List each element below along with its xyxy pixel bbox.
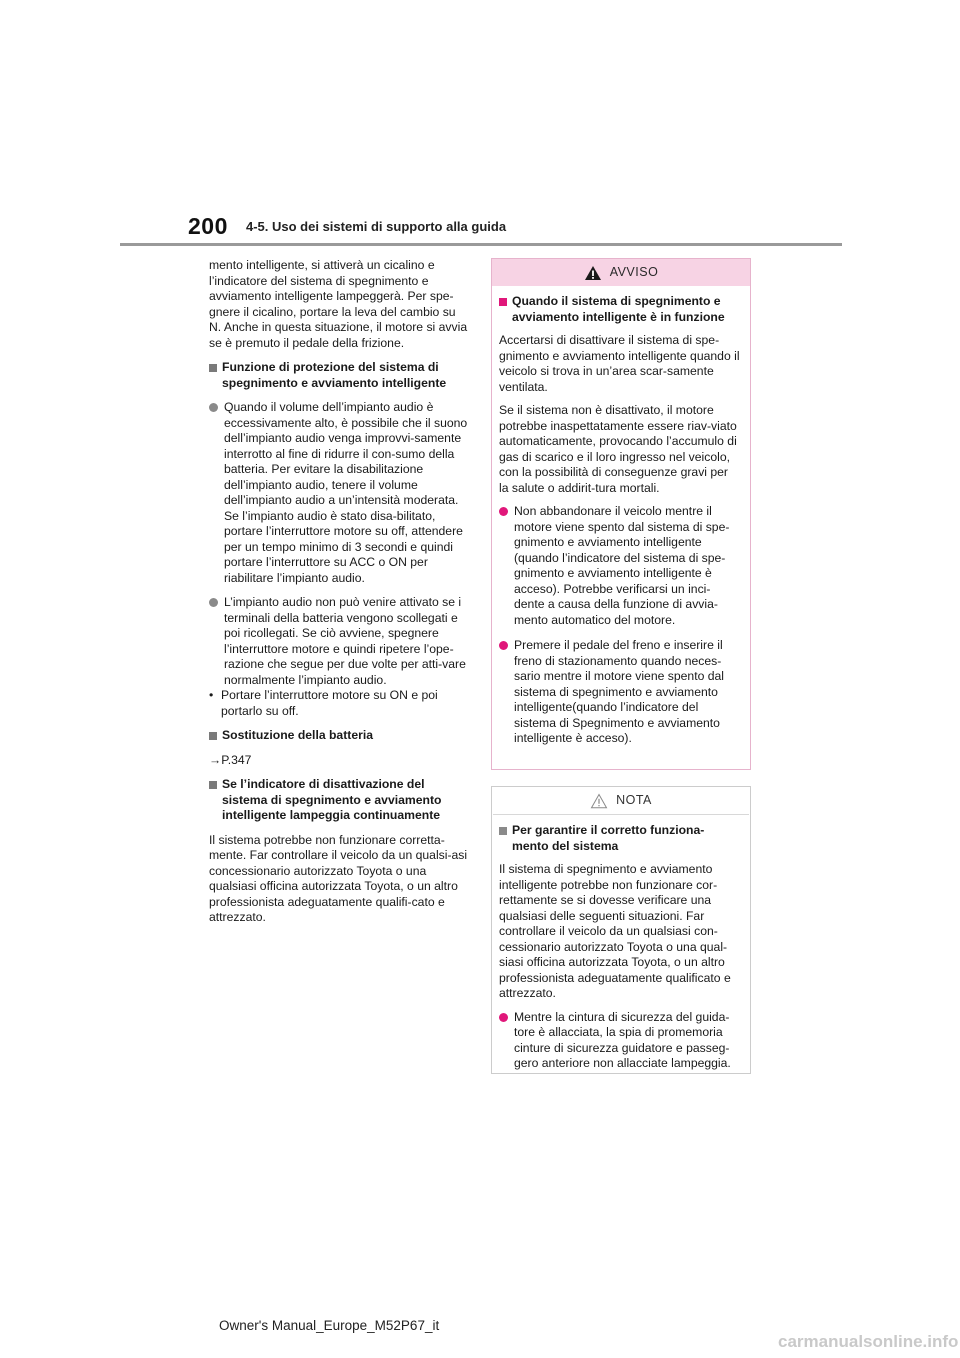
warning-heading: [499, 294, 740, 325]
heading-text: Se l’indicatore di disattivazione del sistema di spegnimento e avviamento intelligente lampeggia continuamente: [222, 777, 442, 822]
caution-outline-icon: [590, 793, 608, 809]
circle-bullet-icon: [499, 641, 508, 650]
note-box: [491, 786, 751, 1074]
heading-text: Quando il sistema di spegnimento e avviamento intelligente è in funzione: [512, 294, 725, 324]
heading-text: Per garantire il corretto funziona-mento del sistema: [512, 823, 705, 853]
list-item: [209, 595, 471, 688]
note-box-header: [493, 787, 749, 815]
intro-paragraph: mento intelligente, si attiverà un cicalino e l’indicatore del sistema di spegnimento e avviamento intelligente lampeggerà. Per spe-gnere il cicalino, portare la leva del cambio su N. Anche in questa situazione, il motore si avvia se è premuto il pedale della frizione.: [209, 258, 468, 350]
warning-box-header: [492, 259, 750, 286]
list-item-text: Premere il pedale del freno e inserire il freno di stazionamento quando neces-sario mentre il motore viene spento dal sistema di spegnimento e avviamento intelligente(quando l’indicatore del sistema di Spegnimento e avviamento intelligente è acceso).: [514, 638, 725, 745]
site-watermark: carmanualsonline.info: [778, 1332, 959, 1351]
heading-text: Funzione di protezione del sistema di spegnimento e avviamento intelligente: [222, 360, 447, 390]
circle-bullet-icon: [209, 403, 218, 412]
note-heading: [499, 823, 740, 854]
warning-triangle-icon: [584, 265, 602, 281]
heading-battery-replacement: [209, 728, 471, 744]
warning-box: [491, 258, 751, 770]
left-column: [209, 258, 471, 935]
list-item: [499, 504, 740, 628]
square-bullet-icon: [209, 781, 217, 789]
page-header: [0, 0, 960, 250]
sub-list-item-text: Portare l’interruttore motore su ON e poi portarlo su off.: [221, 688, 438, 718]
indicator-paragraph: Il sistema potrebbe non funzionare corretta-mente. Far controllare il veicolo da un qualsi-asi concessionario autorizzato Toyota o una qualsiasi officina autorizzata Toyota, o un altro professionista adeguatamente qualifi-cato e attrezzato.: [209, 832, 468, 924]
list-item-text: Non abbandonare il veicolo mentre il motore viene spento dal sistema di spe-gnimento e avviamento intelligente (quando l’indicatore del sistema di spe-gnimento e avviamento intelligente è acceso). Potrebbe verificarsi un inci-dente a causa della funzione di avvia-mento automatico del motore.: [514, 504, 730, 627]
warning-paragraph: Se il sistema non è disattivato, il motore potrebbe inaspettatamente essere riav-viato automaticamente, provocando l’accumulo di gas di scarico e il loro ingresso nel veicolo, con la possibilità di conseguenze gravi per la salute o addirit-tura mortali.: [499, 403, 737, 495]
list-item-text: L’impianto audio non può venire attivato se i terminali della batteria vengono scollegati e poi ricollegati. Se ciò avviene, spegnere l’interruttore motore e quindi ripetere l’ope-razione che segue per due volte per atti-vare normalmente l’impianto audio.: [224, 595, 466, 687]
circle-bullet-icon: [499, 507, 508, 516]
note-title: NOTA: [616, 792, 652, 807]
list-item: [209, 400, 471, 586]
list-item-text: Mentre la cintura di sicurezza del guida-tore è allacciata, la spia di promemoria cinture di sicurezza guidatore e passeg-gero anteriore non allacciate lampeggia.: [514, 1009, 731, 1070]
list-item: [499, 638, 740, 747]
warning-paragraph: Accertarsi di disattivare il sistema di spe-gnimento e avviamento intelligente quando il veicolo si trova in un’area scar-samente ventilata.: [499, 333, 740, 394]
heading-protection-function: [209, 360, 471, 391]
warning-title: AVVISO: [609, 264, 659, 279]
square-bullet-icon: [209, 732, 217, 740]
sub-list-item: [209, 688, 471, 719]
footer-manual-id: Owner's Manual_Europe_M52P67_it: [219, 1318, 440, 1333]
page-reference-link[interactable]: →P.347: [209, 752, 252, 767]
section-title: 4-5. Uso dei sistemi di supporto alla guida: [246, 219, 507, 234]
note-paragraph: Il sistema di spegnimento e avviamento intelligente potrebbe non funzionare cor-rettamente se si dovesse verificare una qualsiasi delle seguenti situazioni. Far controllare il veicolo da un qualsiasi con-cessionario autorizzato Toyota o una qual-siasi officina autorizzata Toyota, o un altro professionista adeguatamente qualificato e attrezzato.: [499, 862, 731, 1000]
circle-bullet-icon: [209, 598, 218, 607]
square-bullet-icon: [209, 364, 217, 372]
square-bullet-icon: [499, 298, 507, 306]
list-item: [499, 1010, 740, 1072]
sub-bullet-marker: •: [209, 688, 214, 702]
page-number: 200: [188, 213, 228, 239]
circle-bullet-icon: [499, 1013, 508, 1022]
heading-text: Sostituzione della batteria: [222, 728, 374, 742]
header-divider: [120, 243, 842, 246]
heading-indicator-flashing: [209, 777, 471, 824]
square-bullet-icon: [499, 827, 507, 835]
list-item-text: Quando il volume dell’impianto audio è eccessivamente alto, è possibile che il suono dell’impianto audio venga improvvi-samente interrotto al fine di ridurre il con-sumo della batteria. Per evitare la disabilitazione dell’impianto audio, tenere il volume dell’impianto audio a un’intensità moderata. Se l’impianto audio è stato disa-bilitato, portare l’interruttore motore su off, attendere per un tempo minimo di 3 secondi e quindi portare l’interruttore su ACC o ON per riabilitare l’impianto audio.: [224, 400, 468, 585]
